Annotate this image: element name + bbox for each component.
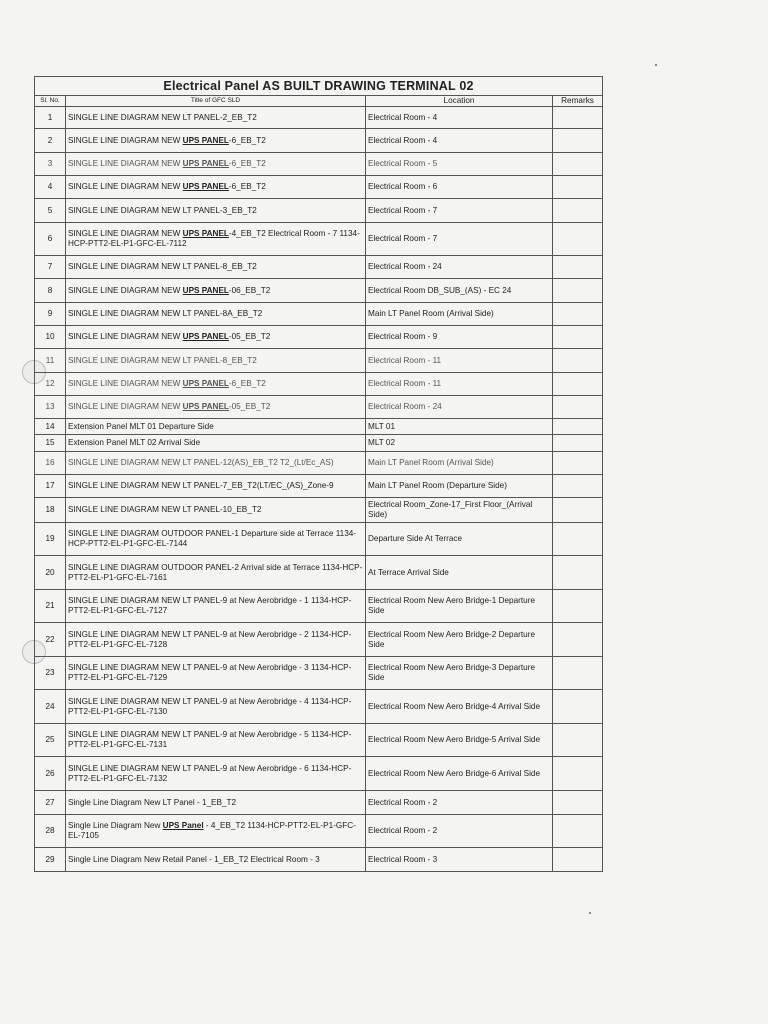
row-drawing-title xyxy=(66,199,366,223)
row-sl-no: 10 xyxy=(35,326,66,349)
title-text-suffix: -05_EB_T2 xyxy=(228,402,271,411)
row-sl-no: 29 xyxy=(35,848,66,872)
row-location: Electrical Room - 4 xyxy=(366,129,553,153)
row-drawing-title xyxy=(66,623,366,657)
table-row xyxy=(35,396,603,419)
row-remarks xyxy=(553,523,603,556)
row-sl-no: 21 xyxy=(35,590,66,623)
title-text: SINGLE LINE DIAGRAM NEW xyxy=(68,402,183,411)
row-sl-no: 19 xyxy=(35,523,66,556)
row-remarks xyxy=(553,657,603,690)
row-sl-no: 18 xyxy=(35,498,66,523)
row-location: Electrical Room - 2 xyxy=(366,791,553,815)
row-remarks xyxy=(553,435,603,452)
row-location: Electrical Room - 7 xyxy=(366,223,553,256)
row-drawing-title xyxy=(66,452,366,475)
table-row xyxy=(35,556,603,590)
row-sl-no: 12 xyxy=(35,373,66,396)
row-drawing-title xyxy=(66,176,366,199)
title-emphasis: UPS PANEL xyxy=(182,285,229,295)
row-sl-no: 7 xyxy=(35,256,66,279)
table-row xyxy=(35,590,603,623)
title-emphasis: UPS Panel xyxy=(162,821,204,830)
scan-speck xyxy=(655,64,657,66)
table-row xyxy=(35,279,603,303)
row-location: MLT 02 xyxy=(366,435,553,452)
row-drawing-title xyxy=(66,223,366,256)
title-text-suffix: -05_EB_T2 xyxy=(228,332,271,341)
title-text: SINGLE LINE DIAGRAM NEW LT PANEL-9 at New Aerobridge - 2 1134-HCP-PTT2-EL-P1-GFC-EL-7128 xyxy=(68,629,352,649)
row-sl-no: 15 xyxy=(35,435,66,452)
row-drawing-title xyxy=(66,349,366,373)
row-location: Main LT Panel Room (Departure Side) xyxy=(366,475,553,498)
table-row xyxy=(35,452,603,475)
row-drawing-title xyxy=(66,590,366,623)
title-text: SINGLE LINE DIAGRAM NEW LT PANEL-2_EB_T2 xyxy=(68,112,257,122)
row-sl-no: 16 xyxy=(35,452,66,475)
row-sl-no: 24 xyxy=(35,690,66,724)
title-text: SINGLE LINE DIAGRAM NEW xyxy=(68,135,183,145)
row-remarks xyxy=(553,724,603,757)
row-remarks xyxy=(553,129,603,153)
row-remarks xyxy=(553,349,603,373)
table-row xyxy=(35,349,603,373)
table-row xyxy=(35,199,603,223)
row-drawing-title xyxy=(66,657,366,690)
row-remarks xyxy=(553,452,603,475)
title-text: SINGLE LINE DIAGRAM NEW xyxy=(68,332,183,341)
row-sl-no: 5 xyxy=(35,199,66,223)
row-drawing-title xyxy=(66,815,366,848)
row-location: Electrical Room - 2 xyxy=(366,815,553,848)
title-emphasis: UPS PANEL xyxy=(182,229,229,238)
table-row xyxy=(35,326,603,349)
row-remarks xyxy=(553,107,603,129)
row-remarks xyxy=(553,498,603,523)
title-emphasis: UPS PANEL xyxy=(182,379,229,388)
row-drawing-title xyxy=(66,523,366,556)
row-location: Electrical Room - 3 xyxy=(366,848,553,872)
row-remarks xyxy=(553,373,603,396)
row-location: At Terrace Arrival Side xyxy=(366,556,553,590)
table-row xyxy=(35,373,603,396)
row-sl-no: 26 xyxy=(35,757,66,791)
row-remarks xyxy=(553,690,603,724)
column-header-row xyxy=(35,96,603,107)
title-text: SINGLE LINE DIAGRAM NEW xyxy=(68,379,183,388)
row-drawing-title xyxy=(66,373,366,396)
title-text: Single Line Diagram New xyxy=(68,821,163,830)
title-text-suffix: -6_EB_T2 xyxy=(228,159,266,168)
row-location: Electrical Room - 24 xyxy=(366,256,553,279)
table-row xyxy=(35,815,603,848)
row-sl-no: 22 xyxy=(35,623,66,657)
row-remarks xyxy=(553,223,603,256)
title-text-suffix: - 4_EB_T2 1134-HCP-PTT2-EL-P1-GFC-EL-7105 xyxy=(68,821,356,840)
row-remarks xyxy=(553,326,603,349)
row-remarks xyxy=(553,419,603,435)
table-row xyxy=(35,256,603,279)
row-location: Electrical Room - 4 xyxy=(366,107,553,129)
table-row xyxy=(35,176,603,199)
row-remarks xyxy=(553,256,603,279)
title-text: SINGLE LINE DIAGRAM NEW LT PANEL-9 at New Aerobridge - 5 1134-HCP-PTT2-EL-P1-GFC-EL-7131 xyxy=(68,730,352,749)
row-location: Electrical Room - 11 xyxy=(366,373,553,396)
table-row xyxy=(35,223,603,256)
row-remarks xyxy=(553,199,603,223)
table-row xyxy=(35,498,603,523)
table-row xyxy=(35,107,603,129)
row-sl-no: 13 xyxy=(35,396,66,419)
table-row xyxy=(35,657,603,690)
row-drawing-title xyxy=(66,396,366,419)
table-row xyxy=(35,623,603,657)
table-row xyxy=(35,475,603,498)
title-emphasis: UPS PANEL xyxy=(182,182,229,191)
table-row xyxy=(35,757,603,791)
row-location: Electrical Room - 9 xyxy=(366,326,553,349)
row-drawing-title xyxy=(66,153,366,176)
title-text: Extension Panel MLT 01 Departure Side xyxy=(68,421,214,431)
table-row xyxy=(35,690,603,724)
document-title: Electrical Panel AS BUILT DRAWING TERMINAL 02 xyxy=(35,77,603,96)
row-sl-no: 28 xyxy=(35,815,66,848)
row-drawing-title xyxy=(66,107,366,129)
title-text: SINGLE LINE DIAGRAM NEW LT PANEL-9 at New Aerobridge - 3 1134-HCP-PTT2-EL-P1-GFC-EL-7129 xyxy=(68,663,352,682)
row-remarks xyxy=(553,303,603,326)
title-text: Single Line Diagram New Retail Panel - 1_EB_T2 Electrical Room - 3 xyxy=(68,854,320,864)
row-sl-no: 6 xyxy=(35,223,66,256)
row-remarks xyxy=(553,279,603,303)
row-location: Electrical Room New Aero Bridge-2 Departure Side xyxy=(366,623,553,657)
row-sl-no: 23 xyxy=(35,657,66,690)
row-remarks xyxy=(553,153,603,176)
table-row xyxy=(35,129,603,153)
row-location: Electrical Room DB_SUB_(AS) - EC 24 xyxy=(366,279,553,303)
title-text: SINGLE LINE DIAGRAM OUTDOOR PANEL-1 Departure side at Terrace 1134-HCP-PTT2-EL-P1-GFC-EL-7144 xyxy=(68,529,357,548)
table-row xyxy=(35,435,603,452)
row-location: Electrical Room_Zone-17_First Floor_(Arrival Side) xyxy=(366,498,553,523)
table-row xyxy=(35,419,603,435)
title-emphasis: UPS PANEL xyxy=(182,135,229,145)
row-sl-no: 9 xyxy=(35,303,66,326)
row-drawing-title xyxy=(66,556,366,590)
title-text-suffix: -06_EB_T2 xyxy=(228,285,271,295)
row-remarks xyxy=(553,757,603,791)
row-remarks xyxy=(553,590,603,623)
title-emphasis: UPS PANEL xyxy=(182,402,229,411)
title-text: SINGLE LINE DIAGRAM NEW xyxy=(68,182,183,191)
column-header-location: Location xyxy=(366,96,553,107)
row-remarks xyxy=(553,815,603,848)
row-drawing-title xyxy=(66,757,366,791)
row-remarks xyxy=(553,556,603,590)
title-text: SINGLE LINE DIAGRAM NEW LT PANEL-9 at New Aerobridge - 1 1134-HCP-PTT2-EL-P1-GFC-EL-7127 xyxy=(68,596,352,615)
row-drawing-title xyxy=(66,435,366,452)
title-text: SINGLE LINE DIAGRAM OUTDOOR PANEL-2 Arrival side at Terrace 1134-HCP-PTT2-EL-P1-GFC-EL-7161 xyxy=(68,562,363,582)
row-location: Electrical Room New Aero Bridge-1 Departure Side xyxy=(366,590,553,623)
row-drawing-title xyxy=(66,326,366,349)
row-location: Electrical Room - 6 xyxy=(366,176,553,199)
row-remarks xyxy=(553,623,603,657)
row-location: Electrical Room New Aero Bridge-3 Departure Side xyxy=(366,657,553,690)
title-text-suffix: -6_EB_T2 xyxy=(228,135,266,145)
table-row xyxy=(35,523,603,556)
title-text-suffix: -4_EB_T2 Electrical Room - 7 1134-HCP-PTT2-EL-P1-GFC-EL-7112 xyxy=(68,229,360,248)
title-text: SINGLE LINE DIAGRAM NEW LT PANEL-3_EB_T2 xyxy=(68,205,257,215)
row-remarks xyxy=(553,396,603,419)
title-text: SINGLE LINE DIAGRAM NEW xyxy=(68,159,183,168)
row-drawing-title xyxy=(66,724,366,757)
table-row xyxy=(35,724,603,757)
row-sl-no: 25 xyxy=(35,724,66,757)
title-text: SINGLE LINE DIAGRAM NEW LT PANEL-8A_EB_T2 xyxy=(68,309,263,318)
row-sl-no: 3 xyxy=(35,153,66,176)
row-location: Main LT Panel Room (Arrival Side) xyxy=(366,452,553,475)
scan-speck xyxy=(589,912,591,914)
row-location: MLT 01 xyxy=(366,419,553,435)
table-row xyxy=(35,848,603,872)
title-text-suffix: -6_EB_T2 xyxy=(228,379,266,388)
document-sheet xyxy=(34,76,602,872)
column-header-title: Title of GFC SLD xyxy=(66,96,366,107)
column-header-sl-no: Sl. No. xyxy=(35,96,66,107)
title-text: SINGLE LINE DIAGRAM NEW xyxy=(68,285,183,295)
row-location: Electrical Room New Aero Bridge-5 Arrival Side xyxy=(366,724,553,757)
row-remarks xyxy=(553,475,603,498)
title-text: SINGLE LINE DIAGRAM NEW LT PANEL-8_EB_T2 xyxy=(68,355,257,365)
row-drawing-title xyxy=(66,129,366,153)
row-location: Electrical Room - 11 xyxy=(366,349,553,373)
title-text: SINGLE LINE DIAGRAM NEW LT PANEL-9 at New Aerobridge - 6 1134-HCP-PTT2-EL-P1-GFC-EL-7132 xyxy=(68,763,352,783)
title-emphasis: UPS PANEL xyxy=(182,159,229,168)
row-drawing-title xyxy=(66,303,366,326)
row-location: Electrical Room - 7 xyxy=(366,199,553,223)
row-location: Electrical Room New Aero Bridge-4 Arrival Side xyxy=(366,690,553,724)
title-text: SINGLE LINE DIAGRAM NEW LT PANEL-8_EB_T2 xyxy=(68,262,257,271)
column-header-remarks: Remarks xyxy=(553,96,603,107)
title-text: SINGLE LINE DIAGRAM NEW LT PANEL-10_EB_T2 xyxy=(68,505,262,514)
row-location: Electrical Room - 5 xyxy=(366,153,553,176)
row-sl-no: 27 xyxy=(35,791,66,815)
row-location: Main LT Panel Room (Arrival Side) xyxy=(366,303,553,326)
row-sl-no: 14 xyxy=(35,419,66,435)
row-sl-no: 17 xyxy=(35,475,66,498)
table-body xyxy=(35,107,603,872)
row-drawing-title xyxy=(66,498,366,523)
row-sl-no: 2 xyxy=(35,129,66,153)
row-location: Electrical Room - 24 xyxy=(366,396,553,419)
table-row xyxy=(35,303,603,326)
table-row xyxy=(35,153,603,176)
row-sl-no: 20 xyxy=(35,556,66,590)
row-sl-no: 1 xyxy=(35,107,66,129)
row-location: Electrical Room New Aero Bridge-6 Arrival Side xyxy=(366,757,553,791)
row-drawing-title xyxy=(66,279,366,303)
title-text: SINGLE LINE DIAGRAM NEW LT PANEL-7_EB_T2(LT/EC_(AS)_Zone-9 xyxy=(68,481,334,490)
row-sl-no: 8 xyxy=(35,279,66,303)
row-location: Departure Side At Terrace xyxy=(366,523,553,556)
row-sl-no: 4 xyxy=(35,176,66,199)
row-remarks xyxy=(553,791,603,815)
title-emphasis: UPS PANEL xyxy=(182,332,229,341)
title-text-suffix: -6_EB_T2 xyxy=(228,182,266,191)
title-text: SINGLE LINE DIAGRAM NEW LT PANEL-12(AS)_EB_T2 T2_(Lt/Ec_AS) xyxy=(68,458,334,467)
title-text: SINGLE LINE DIAGRAM NEW LT PANEL-9 at New Aerobridge - 4 1134-HCP-PTT2-EL-P1-GFC-EL-7130 xyxy=(68,696,352,716)
row-drawing-title xyxy=(66,848,366,872)
drawing-register-table xyxy=(34,76,603,872)
row-remarks xyxy=(553,848,603,872)
row-sl-no: 11 xyxy=(35,349,66,373)
title-text: Extension Panel MLT 02 Arrival Side xyxy=(68,438,201,447)
table-row xyxy=(35,791,603,815)
title-text: Single Line Diagram New LT Panel - 1_EB_T2 xyxy=(68,797,237,807)
title-text: SINGLE LINE DIAGRAM NEW xyxy=(68,229,183,238)
row-drawing-title xyxy=(66,791,366,815)
row-drawing-title xyxy=(66,419,366,435)
row-remarks xyxy=(553,176,603,199)
row-drawing-title xyxy=(66,475,366,498)
row-drawing-title xyxy=(66,256,366,279)
row-drawing-title xyxy=(66,690,366,724)
